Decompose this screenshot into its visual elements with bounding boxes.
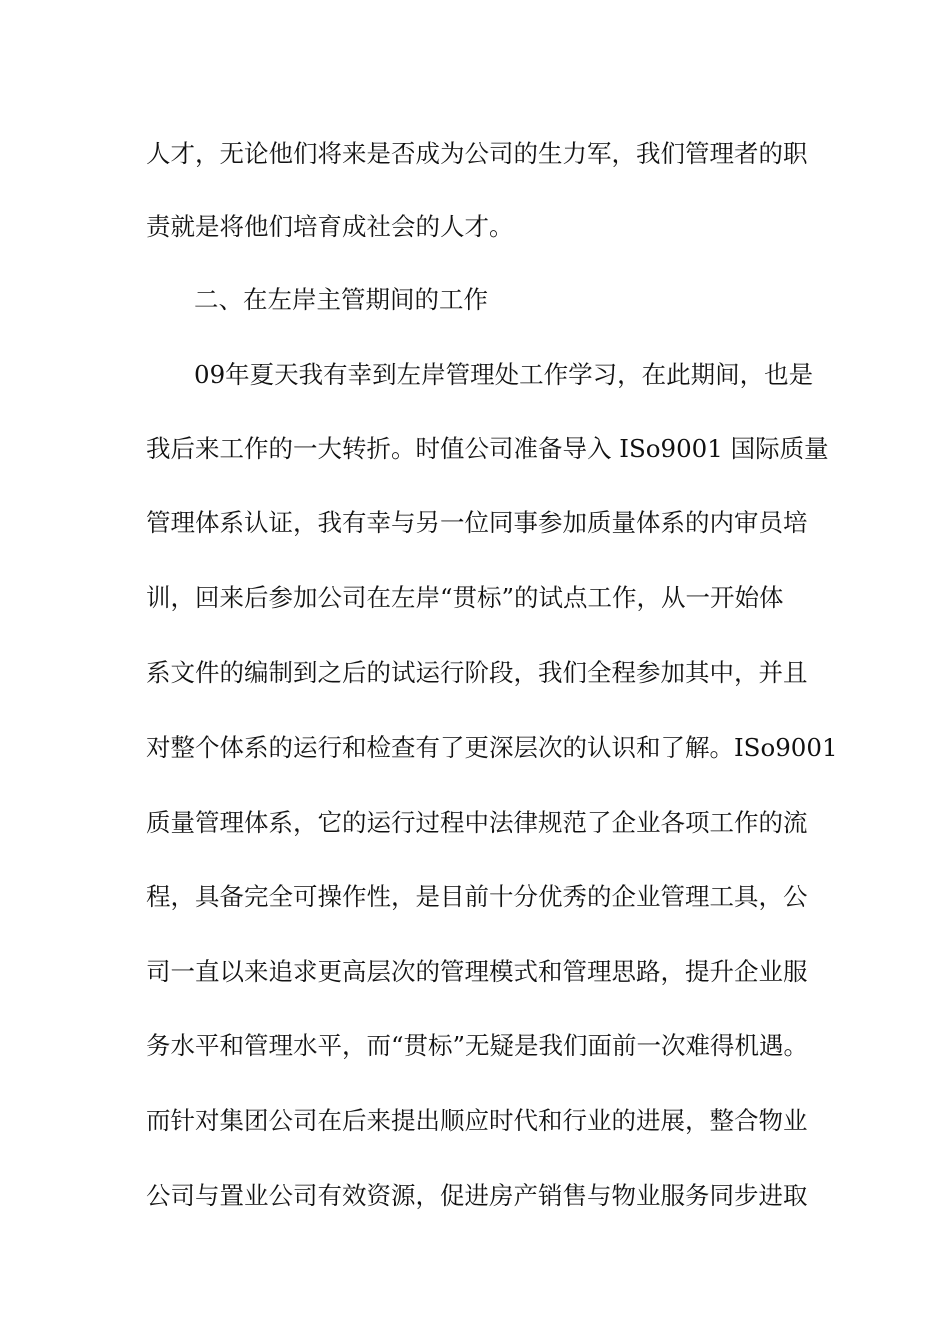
text-line-11: 程，具备完全可操作性，是目前十分优秀的企业管理工具，公 — [146, 882, 808, 911]
text-line-8: 系文件的编制到之后的试运行阶段，我们全程参加其中，并且 — [146, 658, 808, 687]
text-line-12: 司一直以来追求更高层次的管理模式和管理思路，提升企业服 — [146, 957, 808, 986]
text-line-2: 责就是将他们培育成社会的人才。 — [146, 212, 514, 241]
text-line-13: 务水平和管理水平，而“贯标”无疑是我们面前一次难得机遇。 — [146, 1031, 809, 1060]
text-line-1: 人才，无论他们将来是否成为公司的生力军，我们管理者的职 — [146, 139, 808, 168]
text-line-9: 对整个体系的运行和检查有了更深层次的认识和了解。ISo9001 — [146, 733, 838, 762]
text-line-14: 而针对集团公司在后来提出顺应时代和行业的进展，整合物业 — [146, 1106, 808, 1135]
section-heading: 二、在左岸主管期间的工作 — [194, 285, 488, 314]
text-line-5: 我后来工作的一大转折。时值公司准备导入 ISo9001 国际质量 — [146, 434, 829, 463]
paragraph-first-line: 09年夏天我有幸到左岸管理处工作学习，在此期间，也是 — [194, 360, 814, 389]
text-line-7: 训，回来后参加公司在左岸“贯标”的试点工作，从一开始体 — [146, 583, 784, 612]
text-line-6: 管理体系认证，我有幸与另一位同事参加质量体系的内审员培 — [146, 508, 808, 537]
text-line-15: 公司与置业公司有效资源，促进房产销售与物业服务同步进取 — [146, 1181, 808, 1210]
text-line-10: 质量管理体系，它的运行过程中法律规范了企业各项工作的流 — [146, 808, 808, 837]
